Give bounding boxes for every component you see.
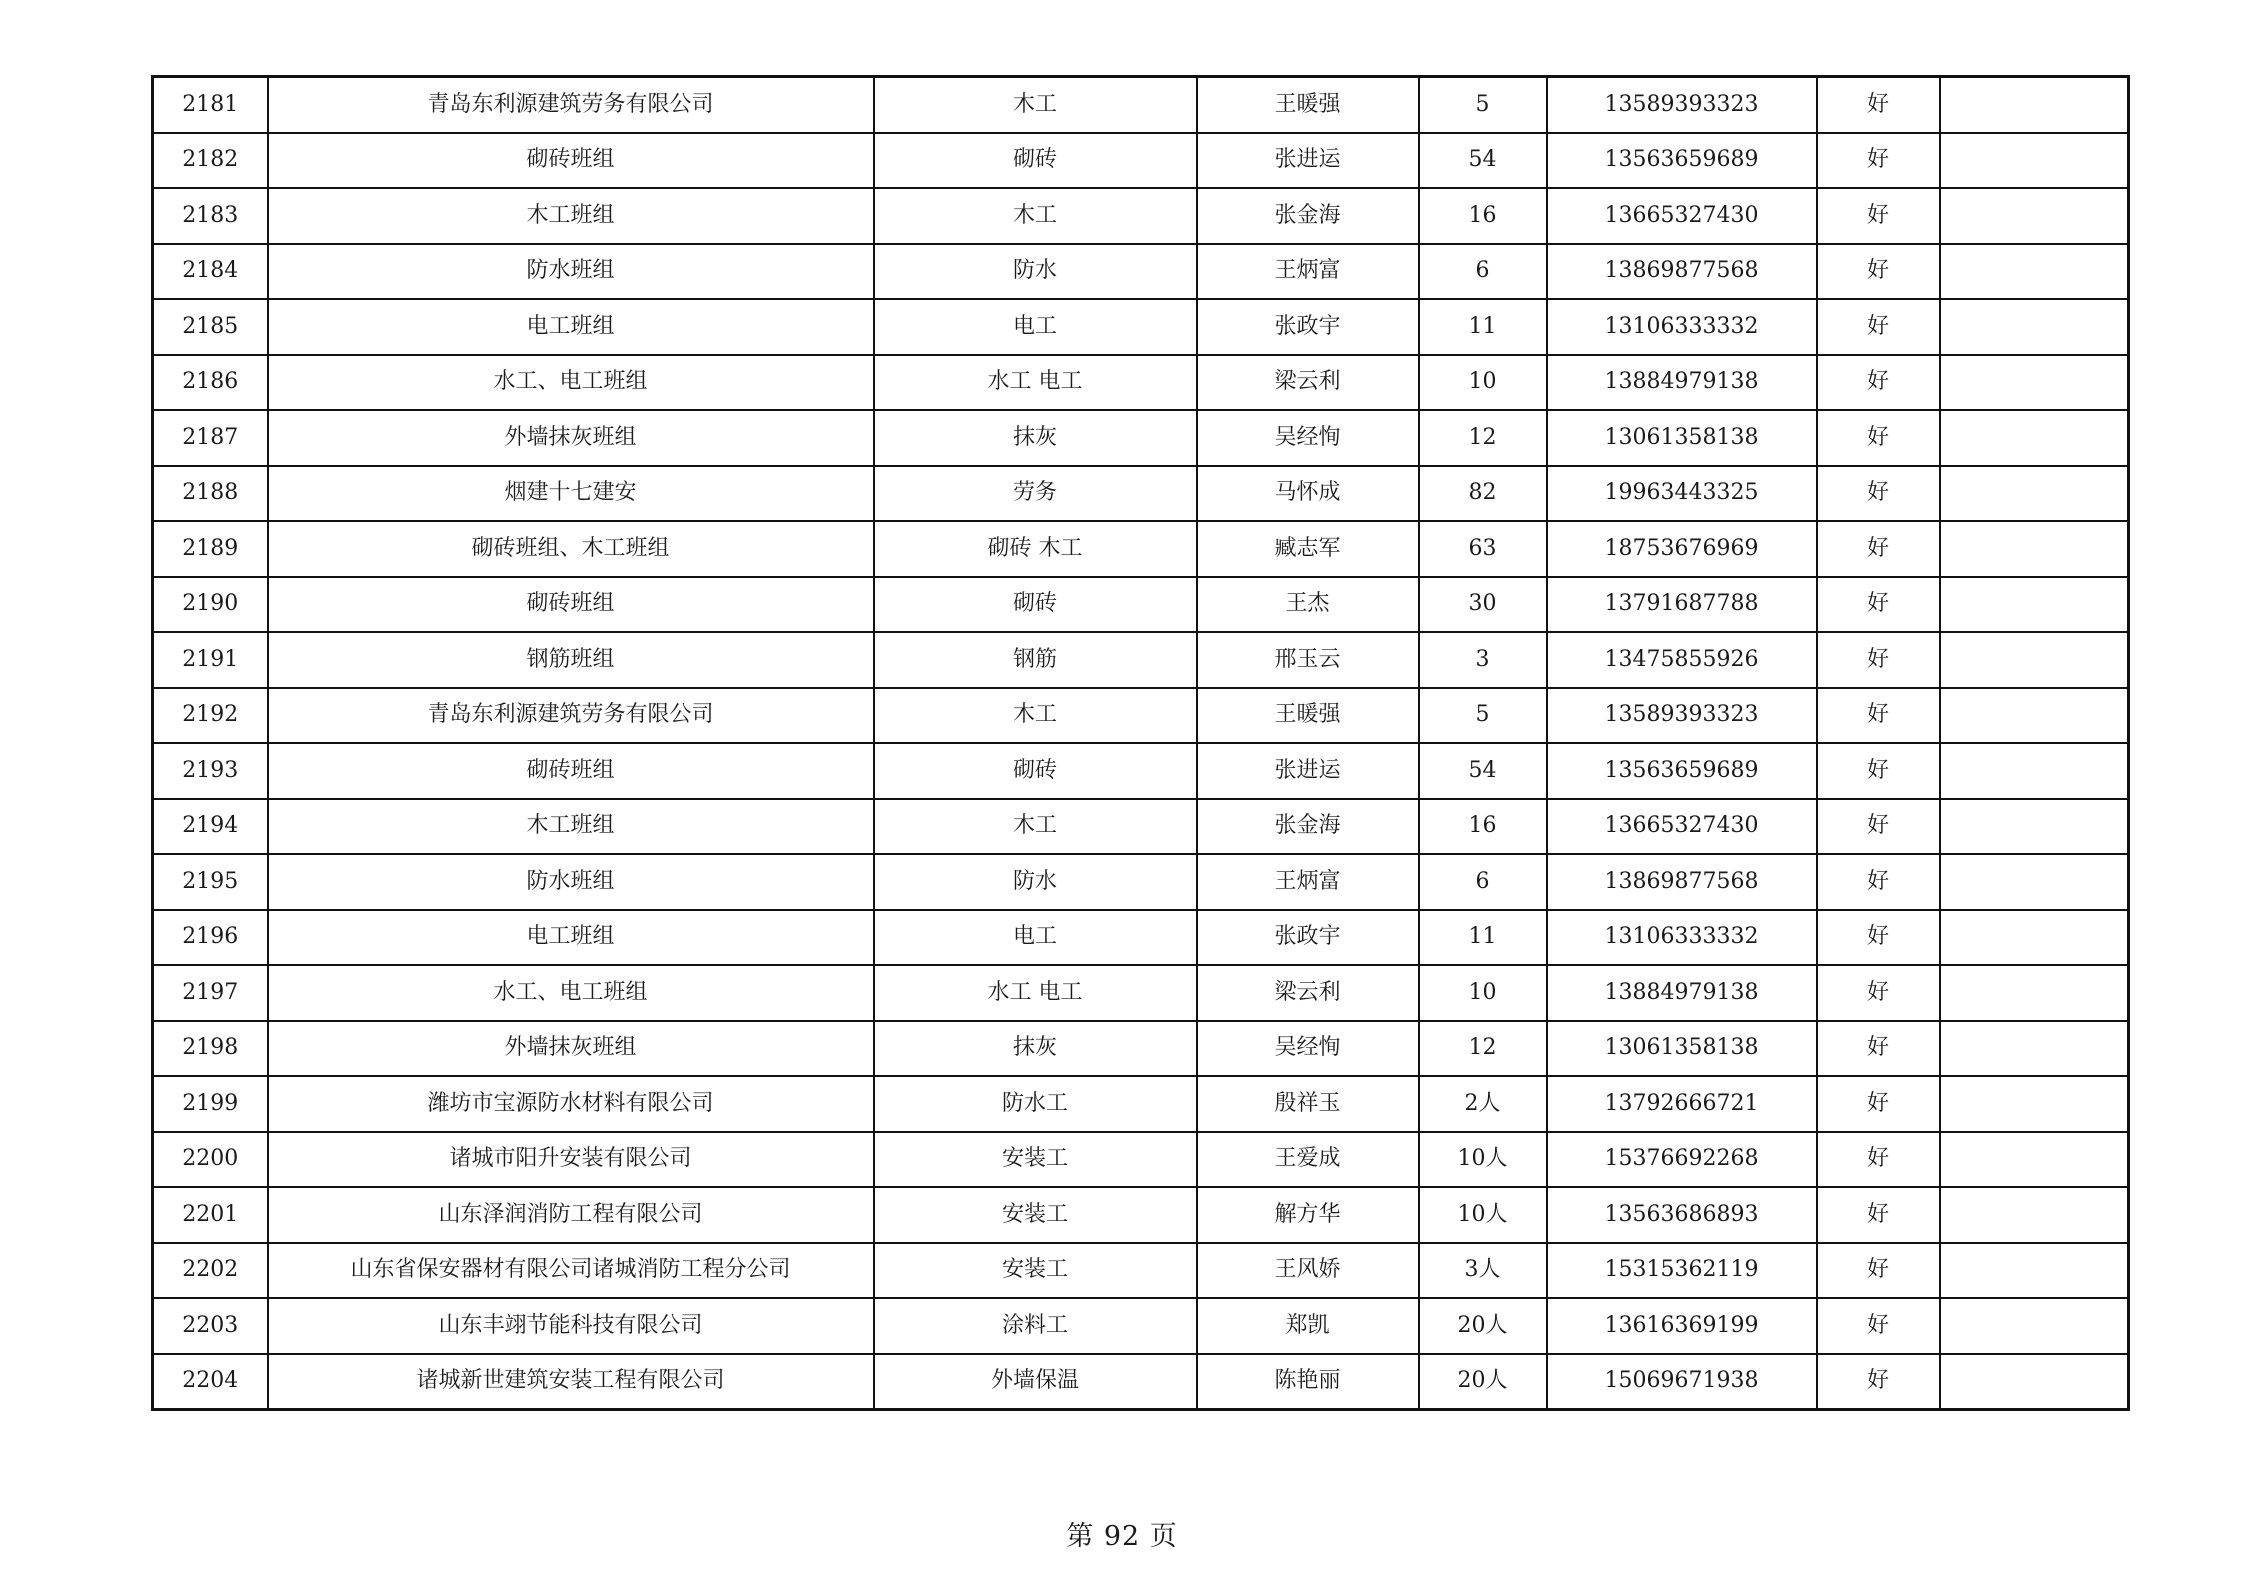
evaluation-cell: 好 <box>1817 1354 1940 1410</box>
table-row <box>153 299 2129 355</box>
team-lead-cell: 张金海 <box>1197 799 1419 855</box>
worker-count-cell: 16 <box>1419 799 1547 855</box>
evaluation-cell: 好 <box>1817 1243 1940 1299</box>
remarks-cell <box>1940 188 2129 244</box>
trade-cell: 木工 <box>874 77 1197 133</box>
worker-count-cell: 10人 <box>1419 1132 1547 1188</box>
unit-name-cell: 山东丰翊节能科技有限公司 <box>268 1298 874 1354</box>
trade-cell: 防水工 <box>874 1076 1197 1132</box>
trade-cell: 安装工 <box>874 1187 1197 1243</box>
worker-count-cell: 30 <box>1419 577 1547 633</box>
remarks-cell <box>1940 799 2129 855</box>
table-row <box>153 188 2129 244</box>
remarks-cell <box>1940 355 2129 411</box>
team-lead-cell: 王炳富 <box>1197 244 1419 300</box>
phone-cell: 13665327430 <box>1547 188 1817 244</box>
evaluation-cell: 好 <box>1817 466 1940 522</box>
phone-cell: 13616369199 <box>1547 1298 1817 1354</box>
team-lead-cell: 殷祥玉 <box>1197 1076 1419 1132</box>
phone-cell: 15069671938 <box>1547 1354 1817 1410</box>
unit-name-cell: 砌砖班组、木工班组 <box>268 521 874 577</box>
worker-count-cell: 12 <box>1419 1021 1547 1077</box>
row-number-cell: 2194 <box>153 799 268 855</box>
trade-cell: 电工 <box>874 299 1197 355</box>
row-number-cell: 2192 <box>153 688 268 744</box>
evaluation-cell: 好 <box>1817 688 1940 744</box>
evaluation-cell: 好 <box>1817 77 1940 133</box>
team-lead-cell: 王爱成 <box>1197 1132 1419 1188</box>
phone-cell: 13791687788 <box>1547 577 1817 633</box>
team-lead-cell: 张政宇 <box>1197 299 1419 355</box>
unit-name-cell: 水工、电工班组 <box>268 355 874 411</box>
team-lead-cell: 王炳富 <box>1197 854 1419 910</box>
worker-count-cell: 11 <box>1419 910 1547 966</box>
evaluation-cell: 好 <box>1817 1076 1940 1132</box>
team-lead-cell: 张金海 <box>1197 188 1419 244</box>
remarks-cell <box>1940 1298 2129 1354</box>
row-number-cell: 2182 <box>153 133 268 189</box>
row-number-cell: 2204 <box>153 1354 268 1410</box>
team-lead-cell: 吴经恂 <box>1197 1021 1419 1077</box>
remarks-cell <box>1940 688 2129 744</box>
team-lead-cell: 梁云利 <box>1197 965 1419 1021</box>
trade-cell: 劳务 <box>874 466 1197 522</box>
trade-cell: 砌砖 <box>874 743 1197 799</box>
evaluation-cell: 好 <box>1817 632 1940 688</box>
row-number-cell: 2188 <box>153 466 268 522</box>
unit-name-cell: 外墙抹灰班组 <box>268 1021 874 1077</box>
row-number-cell: 2197 <box>153 965 268 1021</box>
unit-name-cell: 防水班组 <box>268 854 874 910</box>
table-row <box>153 965 2129 1021</box>
unit-name-cell: 电工班组 <box>268 910 874 966</box>
trade-cell: 电工 <box>874 910 1197 966</box>
phone-cell: 13106333332 <box>1547 299 1817 355</box>
unit-name-cell: 电工班组 <box>268 299 874 355</box>
phone-cell: 13563659689 <box>1547 743 1817 799</box>
evaluation-cell: 好 <box>1817 355 1940 411</box>
phone-cell: 13061358138 <box>1547 410 1817 466</box>
remarks-cell <box>1940 632 2129 688</box>
worker-count-cell: 54 <box>1419 133 1547 189</box>
table-row <box>153 77 2129 133</box>
unit-name-cell: 山东省保安器材有限公司诸城消防工程分公司 <box>268 1243 874 1299</box>
unit-name-cell: 木工班组 <box>268 188 874 244</box>
evaluation-cell: 好 <box>1817 188 1940 244</box>
table-row <box>153 244 2129 300</box>
team-lead-cell: 王风娇 <box>1197 1243 1419 1299</box>
phone-cell: 13061358138 <box>1547 1021 1817 1077</box>
phone-cell: 15315362119 <box>1547 1243 1817 1299</box>
unit-name-cell: 外墙抹灰班组 <box>268 410 874 466</box>
table-row <box>153 1298 2129 1354</box>
evaluation-cell: 好 <box>1817 1021 1940 1077</box>
remarks-cell <box>1940 299 2129 355</box>
unit-name-cell: 砌砖班组 <box>268 577 874 633</box>
row-number-cell: 2184 <box>153 244 268 300</box>
worker-count-cell: 12 <box>1419 410 1547 466</box>
table-row <box>153 1187 2129 1243</box>
remarks-cell <box>1940 965 2129 1021</box>
remarks-cell <box>1940 521 2129 577</box>
evaluation-cell: 好 <box>1817 854 1940 910</box>
row-number-cell: 2196 <box>153 910 268 966</box>
phone-cell: 18753676969 <box>1547 521 1817 577</box>
unit-name-cell: 砌砖班组 <box>268 743 874 799</box>
row-number-cell: 2190 <box>153 577 268 633</box>
evaluation-cell: 好 <box>1817 799 1940 855</box>
team-lead-cell: 邢玉云 <box>1197 632 1419 688</box>
row-number-cell: 2195 <box>153 854 268 910</box>
phone-cell: 13869877568 <box>1547 854 1817 910</box>
trade-cell: 水工 电工 <box>874 965 1197 1021</box>
evaluation-cell: 好 <box>1817 910 1940 966</box>
phone-cell: 13563659689 <box>1547 133 1817 189</box>
table-row <box>153 521 2129 577</box>
row-number-cell: 2191 <box>153 632 268 688</box>
team-lead-cell: 马怀成 <box>1197 466 1419 522</box>
remarks-cell <box>1940 910 2129 966</box>
worker-count-cell: 3人 <box>1419 1243 1547 1299</box>
unit-name-cell: 烟建十七建安 <box>268 466 874 522</box>
worker-count-cell: 11 <box>1419 299 1547 355</box>
remarks-cell <box>1940 743 2129 799</box>
evaluation-cell: 好 <box>1817 410 1940 466</box>
phone-cell: 13884979138 <box>1547 355 1817 411</box>
table-row <box>153 688 2129 744</box>
evaluation-cell: 好 <box>1817 1132 1940 1188</box>
remarks-cell <box>1940 410 2129 466</box>
trade-cell: 安装工 <box>874 1132 1197 1188</box>
evaluation-cell: 好 <box>1817 577 1940 633</box>
team-lead-cell: 张进运 <box>1197 133 1419 189</box>
remarks-cell <box>1940 466 2129 522</box>
team-lead-cell: 王暖强 <box>1197 688 1419 744</box>
team-lead-cell: 解方华 <box>1197 1187 1419 1243</box>
row-number-cell: 2201 <box>153 1187 268 1243</box>
remarks-cell <box>1940 854 2129 910</box>
unit-name-cell: 青岛东利源建筑劳务有限公司 <box>268 688 874 744</box>
row-number-cell: 2186 <box>153 355 268 411</box>
trade-cell: 外墙保温 <box>874 1354 1197 1410</box>
trade-cell: 安装工 <box>874 1243 1197 1299</box>
table-row <box>153 1243 2129 1299</box>
phone-cell: 13563686893 <box>1547 1187 1817 1243</box>
phone-cell: 13589393323 <box>1547 77 1817 133</box>
trade-cell: 抹灰 <box>874 410 1197 466</box>
roster-table <box>151 75 2130 1411</box>
unit-name-cell: 青岛东利源建筑劳务有限公司 <box>268 77 874 133</box>
remarks-cell <box>1940 1076 2129 1132</box>
table-row <box>153 410 2129 466</box>
worker-count-cell: 20人 <box>1419 1298 1547 1354</box>
row-number-cell: 2185 <box>153 299 268 355</box>
unit-name-cell: 潍坊市宝源防水材料有限公司 <box>268 1076 874 1132</box>
trade-cell: 砌砖 <box>874 577 1197 633</box>
table-row <box>153 743 2129 799</box>
phone-cell: 13884979138 <box>1547 965 1817 1021</box>
unit-name-cell: 砌砖班组 <box>268 133 874 189</box>
remarks-cell <box>1940 1243 2129 1299</box>
trade-cell: 木工 <box>874 688 1197 744</box>
team-lead-cell: 陈艳丽 <box>1197 1354 1419 1410</box>
trade-cell: 砌砖 <box>874 133 1197 189</box>
phone-cell: 13106333332 <box>1547 910 1817 966</box>
team-lead-cell: 臧志军 <box>1197 521 1419 577</box>
row-number-cell: 2199 <box>153 1076 268 1132</box>
table-row <box>153 1021 2129 1077</box>
worker-count-cell: 63 <box>1419 521 1547 577</box>
table-row <box>153 854 2129 910</box>
evaluation-cell: 好 <box>1817 244 1940 300</box>
row-number-cell: 2198 <box>153 1021 268 1077</box>
unit-name-cell: 山东泽润消防工程有限公司 <box>268 1187 874 1243</box>
worker-count-cell: 10人 <box>1419 1187 1547 1243</box>
trade-cell: 木工 <box>874 188 1197 244</box>
document-sheet <box>151 75 2127 1411</box>
unit-name-cell: 木工班组 <box>268 799 874 855</box>
team-lead-cell: 张政宇 <box>1197 910 1419 966</box>
evaluation-cell: 好 <box>1817 1187 1940 1243</box>
unit-name-cell: 诸城市阳升安装有限公司 <box>268 1132 874 1188</box>
worker-count-cell: 3 <box>1419 632 1547 688</box>
row-number-cell: 2181 <box>153 77 268 133</box>
worker-count-cell: 5 <box>1419 77 1547 133</box>
remarks-cell <box>1940 244 2129 300</box>
trade-cell: 水工 电工 <box>874 355 1197 411</box>
remarks-cell <box>1940 133 2129 189</box>
worker-count-cell: 2人 <box>1419 1076 1547 1132</box>
trade-cell: 防水 <box>874 854 1197 910</box>
table-row <box>153 1076 2129 1132</box>
row-number-cell: 2200 <box>153 1132 268 1188</box>
team-lead-cell: 吴经恂 <box>1197 410 1419 466</box>
team-lead-cell: 郑凯 <box>1197 1298 1419 1354</box>
phone-cell: 13792666721 <box>1547 1076 1817 1132</box>
row-number-cell: 2189 <box>153 521 268 577</box>
trade-cell: 防水 <box>874 244 1197 300</box>
table-row <box>153 799 2129 855</box>
table-row <box>153 632 2129 688</box>
table-row <box>153 133 2129 189</box>
phone-cell: 15376692268 <box>1547 1132 1817 1188</box>
worker-count-cell: 82 <box>1419 466 1547 522</box>
worker-count-cell: 6 <box>1419 854 1547 910</box>
unit-name-cell: 水工、电工班组 <box>268 965 874 1021</box>
remarks-cell <box>1940 1132 2129 1188</box>
trade-cell: 抹灰 <box>874 1021 1197 1077</box>
unit-name-cell: 诸城新世建筑安装工程有限公司 <box>268 1354 874 1410</box>
evaluation-cell: 好 <box>1817 521 1940 577</box>
worker-count-cell: 20人 <box>1419 1354 1547 1410</box>
evaluation-cell: 好 <box>1817 133 1940 189</box>
table-row <box>153 1354 2129 1410</box>
phone-cell: 13589393323 <box>1547 688 1817 744</box>
trade-cell: 木工 <box>874 799 1197 855</box>
worker-count-cell: 5 <box>1419 688 1547 744</box>
row-number-cell: 2203 <box>153 1298 268 1354</box>
team-lead-cell: 王杰 <box>1197 577 1419 633</box>
worker-count-cell: 54 <box>1419 743 1547 799</box>
table-row <box>153 355 2129 411</box>
table-row <box>153 910 2129 966</box>
worker-count-cell: 10 <box>1419 355 1547 411</box>
phone-cell: 13665327430 <box>1547 799 1817 855</box>
evaluation-cell: 好 <box>1817 299 1940 355</box>
worker-count-cell: 16 <box>1419 188 1547 244</box>
phone-cell: 19963443325 <box>1547 466 1817 522</box>
trade-cell: 钢筋 <box>874 632 1197 688</box>
unit-name-cell: 钢筋班组 <box>268 632 874 688</box>
row-number-cell: 2202 <box>153 1243 268 1299</box>
roster-body <box>153 77 2129 1410</box>
remarks-cell <box>1940 1187 2129 1243</box>
trade-cell: 涂料工 <box>874 1298 1197 1354</box>
remarks-cell <box>1940 1354 2129 1410</box>
phone-cell: 13475855926 <box>1547 632 1817 688</box>
team-lead-cell: 梁云利 <box>1197 355 1419 411</box>
phone-cell: 13869877568 <box>1547 244 1817 300</box>
trade-cell: 砌砖 木工 <box>874 521 1197 577</box>
row-number-cell: 2187 <box>153 410 268 466</box>
row-number-cell: 2193 <box>153 743 268 799</box>
worker-count-cell: 6 <box>1419 244 1547 300</box>
remarks-cell <box>1940 77 2129 133</box>
table-row <box>153 466 2129 522</box>
team-lead-cell: 王暖强 <box>1197 77 1419 133</box>
evaluation-cell: 好 <box>1817 743 1940 799</box>
remarks-cell <box>1940 1021 2129 1077</box>
row-number-cell: 2183 <box>153 188 268 244</box>
table-row <box>153 1132 2129 1188</box>
table-row <box>153 577 2129 633</box>
unit-name-cell: 防水班组 <box>268 244 874 300</box>
worker-count-cell: 10 <box>1419 965 1547 1021</box>
evaluation-cell: 好 <box>1817 965 1940 1021</box>
team-lead-cell: 张进运 <box>1197 743 1419 799</box>
page-number: 第 92 页 <box>1066 1521 1178 1552</box>
evaluation-cell: 好 <box>1817 1298 1940 1354</box>
remarks-cell <box>1940 577 2129 633</box>
